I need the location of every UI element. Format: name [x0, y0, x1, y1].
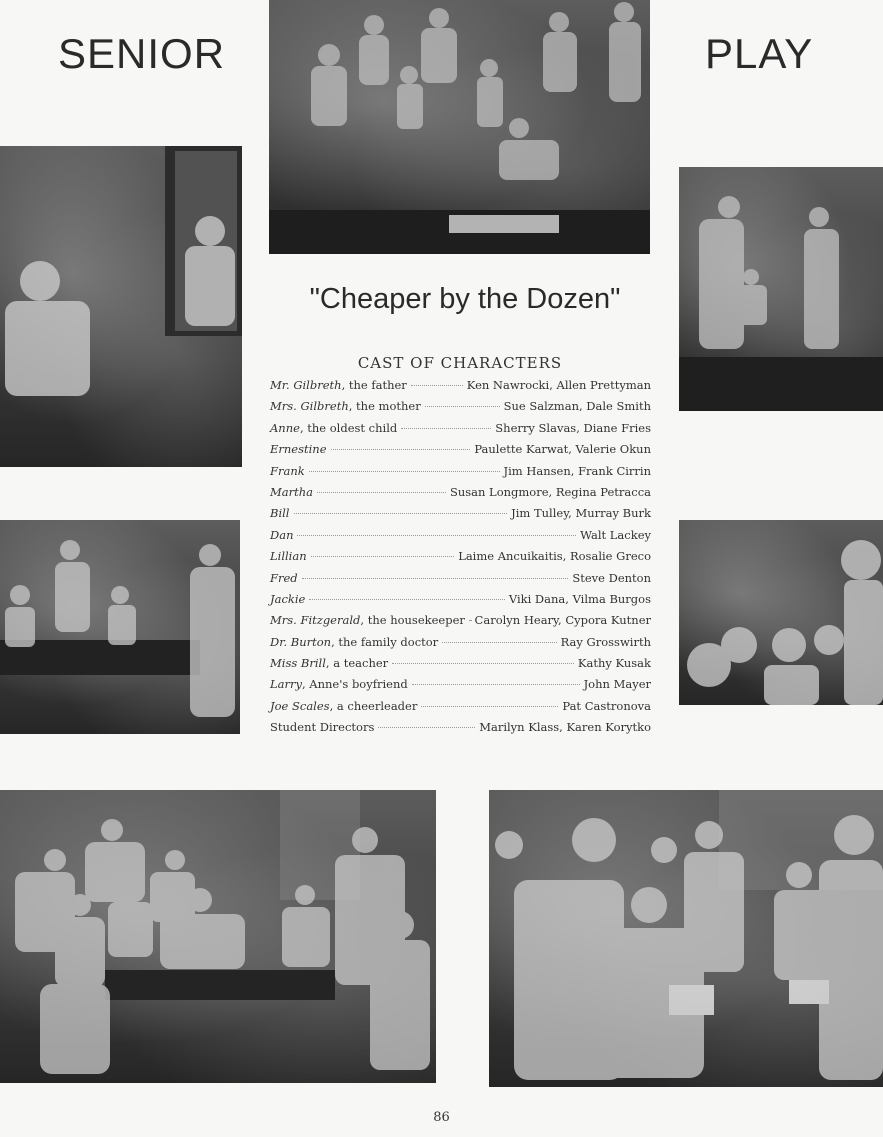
dot-leader — [309, 471, 500, 472]
actor-names: Laime Ancuikaitis, Rosalie Greco — [458, 549, 651, 564]
actor-names: Ken Nawrocki, Allen Prettyman — [466, 378, 651, 392]
actor-names: Carolyn Heary, Cypora Kutner — [474, 613, 651, 628]
cast-list — [270, 378, 651, 742]
character-description: , a cheerleader — [329, 698, 418, 713]
actor-names: Susan Longmore, Regina Petracca — [449, 484, 651, 499]
dot-leader — [401, 428, 491, 429]
dot-leader — [309, 599, 504, 600]
cast-row — [270, 571, 651, 592]
cast-role — [270, 421, 397, 435]
cast-role — [270, 485, 313, 499]
cast-role — [270, 399, 421, 413]
actor-names: Walt Lackey — [580, 527, 651, 542]
character-name: Miss Brill — [270, 656, 326, 671]
dot-leader — [425, 406, 500, 407]
cast-row — [270, 592, 651, 613]
photo-cast-group-top — [269, 0, 650, 254]
character-name: Jackie — [270, 591, 306, 606]
cast-row — [270, 442, 651, 463]
actor-names: Paulette Karwat, Valerie Okun — [474, 442, 651, 457]
actor-names: Pat Castronova — [562, 698, 651, 713]
dot-leader — [302, 578, 569, 579]
dot-leader — [412, 684, 580, 685]
cast-role — [270, 677, 408, 691]
cast-role — [270, 635, 438, 649]
dot-leader — [331, 449, 471, 450]
cast-role — [270, 549, 307, 563]
dot-leader — [378, 727, 475, 728]
cast-row — [270, 635, 651, 656]
cast-role — [270, 378, 407, 392]
character-name: Ernestine — [270, 442, 327, 457]
photo-script-reading — [489, 790, 883, 1087]
photo-audience-closeup — [679, 520, 883, 705]
character-description: , the father — [341, 378, 407, 392]
actor-names: Sherry Slavas, Diane Fries — [495, 420, 651, 435]
cast-row — [270, 506, 651, 527]
character-name: Frank — [270, 463, 305, 478]
actor-names: Jim Hansen, Frank Cirrin — [503, 463, 651, 478]
cast-row — [270, 399, 651, 420]
photo-classroom-desk — [0, 520, 240, 734]
character-name: Mrs. Gilbreth — [270, 399, 349, 414]
cast-row — [270, 656, 651, 677]
character-description: , the oldest child — [299, 420, 398, 435]
dot-leader — [311, 556, 455, 557]
cast-role — [270, 442, 327, 456]
cast-role — [270, 656, 388, 670]
character-name: Larry — [270, 677, 302, 692]
cast-row — [270, 528, 651, 549]
actor-names: Marilyn Klass, Karen Korytko — [479, 720, 651, 735]
photo-window-scene — [0, 146, 242, 467]
dot-leader — [294, 513, 508, 514]
cast-role — [270, 571, 298, 585]
cast-row — [270, 421, 651, 442]
cast-role — [270, 592, 305, 606]
character-description: Student Directors — [270, 720, 375, 735]
character-name: Anne — [270, 420, 300, 435]
dot-leader — [411, 385, 463, 386]
character-name: Dan — [270, 527, 294, 542]
page-number: 86 — [433, 1110, 450, 1125]
cast-role — [270, 699, 417, 713]
cast-row — [270, 677, 651, 698]
character-description: , Anne's boyfriend — [301, 677, 408, 692]
actor-names: Jim Tulley, Murray Burk — [511, 506, 651, 521]
character-name: Martha — [270, 484, 314, 499]
actor-names: John Mayer — [583, 677, 651, 692]
dot-leader — [317, 492, 446, 493]
photo-stage-gesture — [679, 167, 883, 411]
cast-heading: CAST OF CHARACTERS — [357, 354, 563, 372]
cast-row — [270, 464, 651, 485]
actor-names: Viki Dana, Vilma Burgos — [508, 591, 651, 606]
character-name: Mr. Gilbreth — [270, 378, 342, 392]
photo-classroom-group — [0, 790, 436, 1083]
dot-leader — [442, 642, 556, 643]
cast-row — [270, 485, 651, 506]
character-name: Mrs. Fitzgerald — [270, 613, 361, 628]
cast-row — [270, 549, 651, 570]
character-description: , a teacher — [325, 656, 389, 671]
cast-role — [270, 506, 290, 520]
character-name: Joe Scales — [270, 698, 330, 713]
cast-row — [270, 613, 651, 634]
dot-leader — [392, 663, 574, 664]
actor-names: Kathy Kusak — [577, 656, 651, 671]
cast-row — [270, 720, 651, 741]
cast-role — [270, 464, 305, 478]
character-name: Fred — [270, 570, 298, 585]
play-title: "Cheaper by the Dozen" — [309, 283, 621, 315]
dot-leader — [469, 620, 471, 621]
character-name: Lillian — [270, 549, 307, 564]
actor-names: Steve Denton — [572, 570, 651, 585]
heading-play: PLAY — [705, 30, 814, 77]
cast-row — [270, 699, 651, 720]
character-description: , the family doctor — [331, 634, 439, 649]
dot-leader — [297, 535, 576, 536]
character-name: Bill — [270, 506, 290, 521]
actor-names: Ray Grosswirth — [560, 634, 651, 649]
cast-role — [270, 613, 465, 627]
character-name: Dr. Burton — [270, 634, 332, 649]
cast-role — [270, 528, 293, 542]
character-description: , the housekeeper — [360, 613, 465, 628]
actor-names: Sue Salzman, Dale Smith — [503, 399, 651, 414]
cast-row — [270, 378, 651, 399]
character-description: , the mother — [348, 399, 421, 414]
heading-senior: SENIOR — [58, 30, 226, 77]
cast-role — [270, 720, 374, 734]
dot-leader — [421, 706, 558, 707]
